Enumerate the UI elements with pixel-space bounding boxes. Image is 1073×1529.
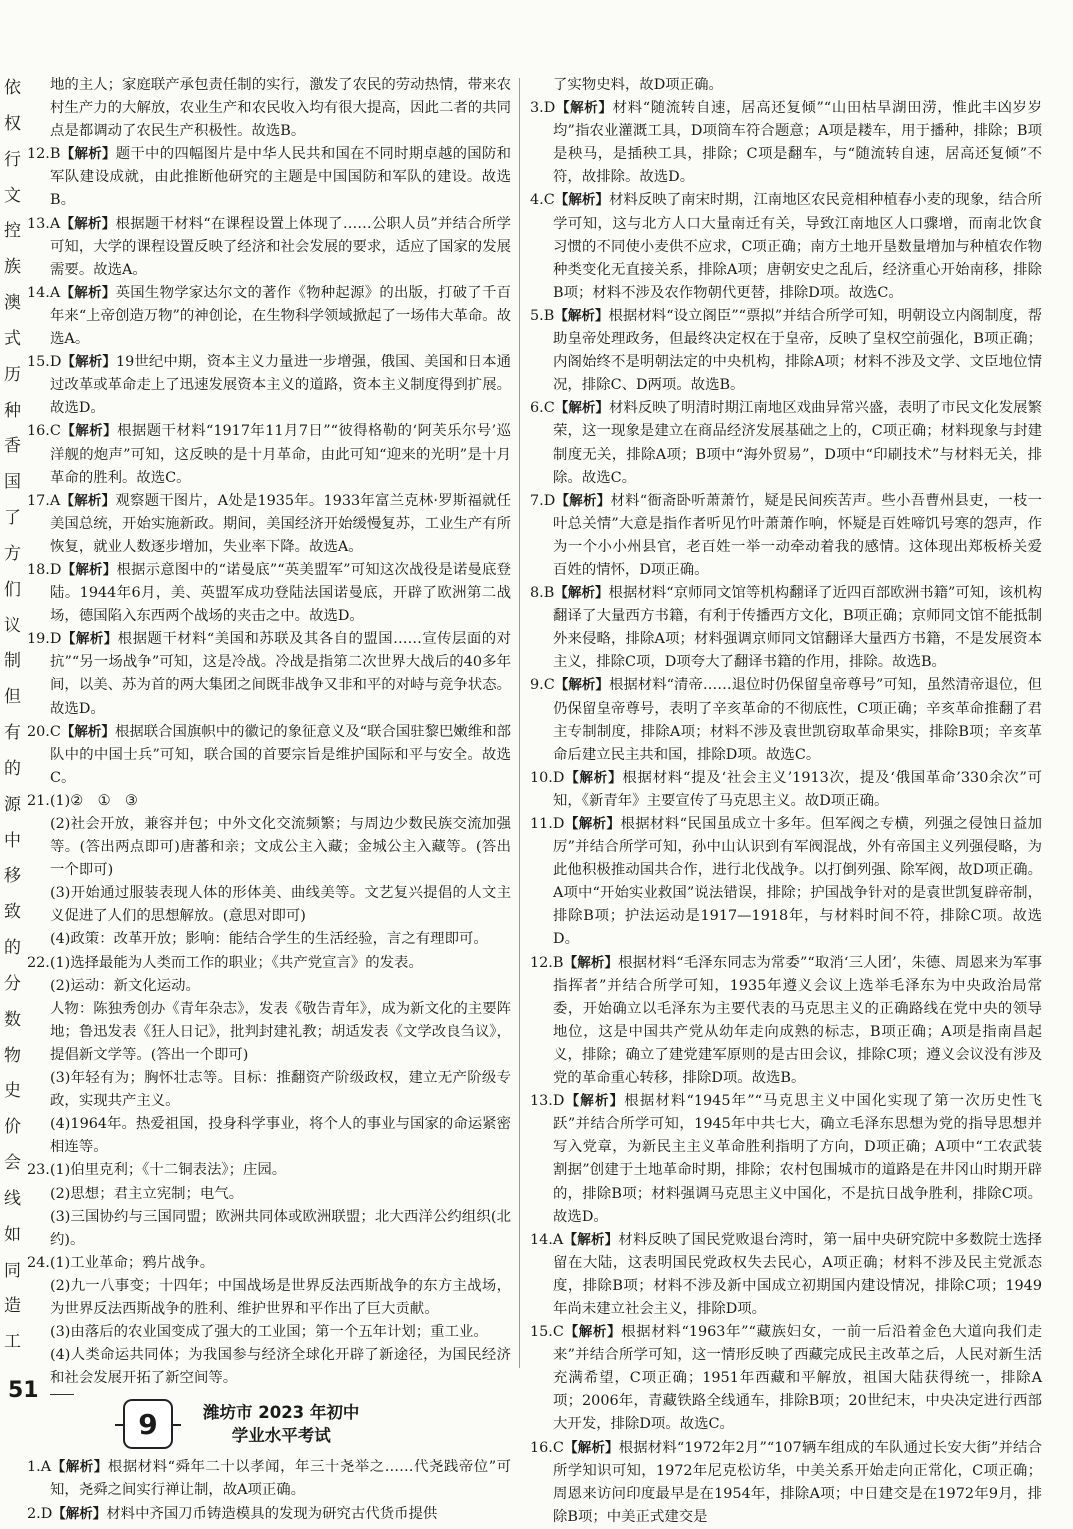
answer-number: 12.B <box>530 954 564 971</box>
answer-text: 根据材料“民国虽成立十多年。但军阀之专横，列强之侵蚀日益加厉”并结合所学可知，孙中山认识到有军阀混战，外有帝国主义列强侵略，为此他积极推动国共合作，进行北伐战争。以打倒列强、除军阀，故D项正确。A项中“开始实业救国”说法错误，排除；护国战争针对的是袁世凯复辟帝制，排除B项；护法运动是1917—1918年，与材料时间不符，排除C项。故选D。 <box>553 816 1043 948</box>
margin-fragment: 澳 <box>4 293 21 313</box>
answer-subpart: (2)社会开放，兼容并包；中外文化交流频繁；与周边少数民族交流加强等。(答出两点即可)唐蕃和亲；文成公主入藏；金城公主入藏等。(答出一个即可) <box>50 816 511 879</box>
answer-21: 21.(1)② ① ③ <box>27 792 138 809</box>
margin-fragment: 议 <box>4 616 21 636</box>
margin-fragment: 了 <box>4 508 21 528</box>
margin-fragment: 文 <box>4 186 21 206</box>
analysis-tag: 【解析】 <box>554 307 609 324</box>
answer-text: 根据题干材料“1917年11月7日”“彼得格勒的‘阿芙乐尔号’巡洋舰的炮声”可知，这反映的是十月革命，由此可知“迎来的光明”是十月革命的胜利。故选C。 <box>50 423 512 486</box>
right-column <box>530 74 1042 1529</box>
margin-fragment: 工 <box>4 1332 21 1352</box>
analysis-tag: 【解析】 <box>554 192 609 209</box>
answer-item <box>530 74 1042 97</box>
margin-fragment: 族 <box>4 257 21 277</box>
margin-fragment: 线 <box>4 1189 21 1209</box>
margin-fragment: 价 <box>4 1117 21 1137</box>
section-header <box>123 1398 511 1450</box>
analysis-tag: 【解析】 <box>563 1439 619 1456</box>
margin-fragment: 的 <box>4 938 21 958</box>
margin-fragment: 国 <box>4 472 21 492</box>
margin-fragment: 方 <box>4 544 21 564</box>
answer-item <box>27 490 511 559</box>
margin-fragment: 式 <box>4 329 21 349</box>
answer-text: 地的主人；家庭联产承包责任制的实行，激发了农民的劳动热情，带来农村生产力的大解放，农业生产和农民收入均有很大提高，因此二者的共同点是都调动了农民生产积极性。故选B。 <box>50 77 511 140</box>
analysis-tag: 【解析】 <box>60 215 116 232</box>
answer-22: 22.(1)选择最能为人类而工作的职业；《共产党宣言》的发表。 <box>27 954 423 971</box>
margin-fragment: 香 <box>4 436 21 456</box>
margin-fragment: 控 <box>4 221 21 241</box>
margin-fragment: 物 <box>4 1046 21 1066</box>
answer-number: 15.D <box>27 354 62 371</box>
answer-item <box>27 282 511 351</box>
answer-item <box>27 351 511 420</box>
answer-subpart: (2)运动：新文化运动。 <box>50 977 200 994</box>
analysis-tag: 【解析】 <box>61 631 118 648</box>
analysis-tag: 【解析】 <box>564 816 621 832</box>
section-title: 潍坊市 2023 年初中 学业水平考试 <box>203 1403 360 1446</box>
answer-subpart: 人物：陈独秀创办《青年杂志》，发表《敬告青年》，成为新文化的主要阵地；鲁迅发表《狂人日记》，批判封建礼教；胡适发表《文学改良刍议》，提倡新文学等。(答出一个即可) <box>50 1000 511 1063</box>
answer-text: 根据材料“1945年”“马克思主义中国化实现了第一次历史性飞跃”并结合所学可知，1945年中共七大，确立毛泽东思想为党的指导思想并写入党章，为新民主主义革命胜利指明了方向，D项正确；A项中“工农武装割据”创建于土地革命时期，排除；农村包围城市的道路是在井冈山时期开辟的，排除B项；材料强调马克思主义中国化，不是抗日战争胜利，排除C项。故选D。 <box>553 1093 1042 1225</box>
margin-fragment: 造 <box>4 1296 21 1316</box>
answer-number: 13.A <box>27 215 61 232</box>
answer-item <box>530 767 1042 813</box>
answer-item <box>530 1090 1042 1229</box>
margin-fragment: 同 <box>4 1261 21 1281</box>
margin-fragment: 依 <box>4 78 21 98</box>
analysis-tag: 【解析】 <box>564 1093 625 1110</box>
answer-subpart: (4)1964年。热爱祖国，投身科学事业，将个人的事业与国家的命运紧密相连等。 <box>50 1116 511 1156</box>
answer-23: 23.(1)伯里克利；《十二铜表法》；庄园。 <box>27 1162 287 1179</box>
analysis-tag: 【解析】 <box>51 1459 108 1476</box>
answer-item <box>530 813 1042 952</box>
analysis-tag: 【解析】 <box>555 100 613 117</box>
answer-item <box>530 582 1042 674</box>
answer-text: 根据材料“清帝……退位时仍保留皇帝尊号”可知，虽然清帝退位，但仍保留皇帝尊号，表明了辛亥革命的不彻底性，C项正确；辛亥革命推翻了君主专制制度，排除A项；材料不涉及袁世凯窃取革命果实，排除B项；辛亥革命后建立民主共和国，排除D项。故选C。 <box>553 677 1043 763</box>
answer-item <box>530 97 1042 189</box>
answer-number: 4.C <box>530 192 555 209</box>
answer-text: 英国生物学家达尔文的著作《物种起源》的出版，打破了千百年来“上帝创造万物”的神创论，在生物科学领域掀起了一场伟大革命。故选A。 <box>50 284 511 348</box>
margin-fragment: 如 <box>4 1225 21 1245</box>
answer-subpart: (4)政策：改革开放；影响：能结合学生的生活经验，言之有理即可。 <box>50 931 488 948</box>
answer-number: 14.A <box>530 1231 564 1248</box>
answer-item <box>530 305 1042 397</box>
answer-item <box>27 1456 511 1502</box>
answer-text: 根据示意图中的“诺曼底”“英美盟军”可知这次战役是诺曼底登陆。1944年6月，美、英盟军成功登陆法国诺曼底，开辟了欧洲第二战场，德国陷入东西两个战场的夹击之中。故选D。 <box>50 561 511 625</box>
answer-item <box>27 420 511 489</box>
answer-number: 16.C <box>530 1439 564 1456</box>
answer-number: 9.C <box>530 677 555 694</box>
analysis-tag: 【解析】 <box>554 400 609 417</box>
answer-text: 根据材料“1963年”“藏族妇女，一前一后沿着金色大道向我们走来”并结合所学可知，这一情形反映了西藏完成民主改革之后，人民对新生活充满希望，C项正确；1951年西藏和平解放，祖国大陆获得统一，排除A项；2006年，青藏铁路全线通车，排除B项；20世纪末，中央决定进行西部大开发，排除D项。故选C。 <box>553 1324 1043 1433</box>
answer-item <box>530 397 1042 489</box>
answer-subpart: (2)九一八事变；十四年；中国战场是世界反法西斯战争的东方主战场，为世界反法西斯战争的胜利、维护世界和平作出了巨大贡献。 <box>50 1277 511 1317</box>
answer-text: 根据题干材料“在课程设置上体现了……公职人员”并结合所学可知，大学的课程设置反映了经济和社会发展的要求，适应了国家的发展需要。故选A。 <box>50 215 511 278</box>
answer-item <box>27 143 511 212</box>
answer-number: 19.D <box>27 631 62 648</box>
answer-24: 24.(1)工业革命；鸦片战争。 <box>27 1254 215 1271</box>
answer-item <box>530 1321 1042 1436</box>
answer-subpart: (3)三国协约与三国同盟；欧洲共同体或欧洲联盟；北大西洋公约组织(北约)。 <box>50 1208 511 1248</box>
margin-fragment: 中 <box>4 831 21 851</box>
margin-fragment: 历 <box>4 365 21 385</box>
answer-subpart: (3)开始通过服装表现人体的形体美、曲线美等。文艺复兴提倡的人文主义促进了人们的思想解放。(意思对即可) <box>50 885 511 925</box>
answer-number: 20.C <box>27 723 61 740</box>
answer-number: 1.A <box>27 1459 52 1476</box>
answer-item <box>530 490 1042 582</box>
answer-text: 材料反映了南宋时期，江南地区农民竞相种植春小麦的现象，结合所学可知，这与北方人口大量南迁有关，导致江南地区人口骤增，而南北饮食习惯的不同使小麦供不应求，C项正确；南方土地开垦数量增加与种植农作物种类变化无直接关系，排除A项；唐朝安史之乱后，经济重心开始南移，排除B项；材料不涉及农作物朝代更替，排除D项。故选C。 <box>553 192 1042 301</box>
answer-text: 观察题干图片，A处是1935年。1933年富兰克林·罗斯福就任美国总统，开始实施新政。期间，美国经济开始缓慢复苏，工业生产有所恢复，就业人数逐步增加，失业率下降。故选A。 <box>50 492 512 555</box>
analysis-tag: 【解析】 <box>563 954 619 971</box>
answer-item <box>27 628 511 720</box>
section-number-badge: 9 <box>123 1399 173 1449</box>
answer-item <box>27 1503 511 1526</box>
analysis-tag: 【解析】 <box>60 284 116 301</box>
analysis-tag: 【解析】 <box>554 677 609 694</box>
answer-number: 3.D <box>530 100 556 117</box>
analysis-tag: 【解析】 <box>564 769 623 786</box>
answer-text: 题干中的四幅图片是中华人民共和国在不同时期卓越的国防和军队建设成就，由此推断他研究的主题是中国国防和军队的建设。故选B。 <box>50 146 511 209</box>
answer-subpart: (2)思想；君主立宪制；电气。 <box>50 1185 244 1202</box>
answer-text: 根据材料“舜年二十以孝闻，年三十尧举之……代尧践帝位”可知，尧舜之间实行禅让制，故A项正确。 <box>50 1459 512 1499</box>
answer-number: 7.D <box>530 492 556 509</box>
analysis-tag: 【解析】 <box>563 1231 619 1248</box>
answer-item <box>530 1229 1042 1321</box>
answer-number: 6.C <box>530 400 555 417</box>
answer-subpart: (3)年轻有为；胸怀壮志等。目标：推翻资产阶级政权，建立无产阶级专政，实现共产主义。 <box>50 1070 511 1110</box>
answer-number: 2.D <box>27 1505 53 1522</box>
margin-fragment: 的 <box>4 759 21 779</box>
answer-text: 材料“衙斋卧听萧萧竹，疑是民间疾苦声。些小吾曹州县吏，一枝一叶总关情”大意是指作者听见竹叶萧萧作响，怀疑是百姓啼饥号寒的怨声，作为一个小小州县官，老百姓一举一动牵动着我的感情。这体现出郑板桥关爱百姓的情怀，D项正确。 <box>553 492 1043 578</box>
analysis-tag: 【解析】 <box>563 1324 622 1341</box>
margin-fragment: 们 <box>4 580 21 600</box>
analysis-tag: 【解析】 <box>60 723 115 740</box>
answer-text: 根据题干材料“美国和苏联及其各自的盟国……宣传层面的对抗”“另一场战争”可知，这是冷战。冷战是指第二次世界大战后的40多年间，以美、苏为首的两大集团之间既非战争又非和平的对峙与竞争状态。故选D。 <box>50 631 512 717</box>
answer-text: 根据材料“设立阁臣”“票拟”并结合所学可知，明朝设立内阁制度，帮助皇帝处理政务，但最终决定权在于皇帝，反映了皇权空前强化，B项正确；内阁始终不是明朝法定的中央机构，排除A项；材料不涉及文学、文臣地位情况，排除C、D两项。故选B。 <box>553 307 1042 394</box>
answer-item <box>530 1437 1042 1529</box>
answer-text: 材料“随流转自速，居高还复倾”“山田枯旱湖田涝，惟此丰凶岁岁均”指农业灌溉工具，D项筒车符合题意；A项是耧车，用于播种，排除；B项是秧马，是插秧工具，排除；C项是翻车，与“随流转自速，居高还复倾”不符，故排除。故选D。 <box>553 100 1043 186</box>
left-margin-fragments <box>0 80 24 1370</box>
answer-text: 了实物史料，故D项正确。 <box>553 77 723 93</box>
answer-item <box>530 952 1042 1091</box>
analysis-tag: 【解析】 <box>554 585 609 602</box>
margin-fragment: 数 <box>4 1010 21 1030</box>
answer-number: 18.D <box>27 561 62 578</box>
margin-fragment: 种 <box>4 401 21 421</box>
margin-fragment: 有 <box>4 723 21 743</box>
answer-item <box>27 559 511 628</box>
margin-fragment: 源 <box>4 795 21 815</box>
answer-number: 11.D <box>530 816 565 832</box>
answer-number: 8.B <box>530 585 555 602</box>
answer-number: 15.C <box>530 1324 564 1341</box>
answer-text: 根据材料“毛泽东同志为常委”“取消‘三人团’，朱德、周恩来为军事指挥者”并结合所学可知，1935年遵义会议上选举毛泽东为中央政治局常委，开始确立以毛泽东为主要代表的马克思主义的正确路线在党中央的领导地位，这是中国共产党从幼年走向成熟的标志，B项正确；A项是指南昌起义，排除；确立了建党建军原则的是古田会议，排除C项；遵义会议没有涉及党的革命重心转移，排除D项。故选B。 <box>553 954 1042 1087</box>
answer-number: 14.A <box>27 284 61 301</box>
analysis-tag: 【解析】 <box>61 561 117 578</box>
analysis-tag: 【解析】 <box>60 146 116 163</box>
answer-text: 材料反映了明清时期江南地区戏曲异常兴盛，表明了市民文化发展繁荣，这一现象是建立在商品经济发展基础之上的，C项正确；材料现象与封建制度无关，排除A项；B项中“海外贸易”，D项中“印刷技术”与材料无关，排除。故选C。 <box>553 400 1042 486</box>
answer-text: 根据材料“提及‘社会主义’1913次，提及‘俄国革命’330余次”可知，《新青年》主要宣传了马克思主义。故D项正确。 <box>553 769 1043 809</box>
answer-subpart: (4)人类命运共同体；为我国参与经济全球化开辟了新途径，为国民经济和社会发展开拓了新空间等。 <box>50 1347 511 1387</box>
answer-number: 16.C <box>27 423 61 440</box>
column-divider <box>519 78 520 1368</box>
answer-text: 材料反映了国民党败退台湾时，第一届中央研究院中多数院士选择留在大陆，这表明国民党政权失去民心，A项正确；材料不涉及民主党派态度，排除B项；材料不涉及新中国成立初期国内建设情况，排除C项；1949年尚未建立社会主义，排除D项。 <box>553 1231 1042 1317</box>
answer-text: 材料中齐国刀币铸造模具的发现为研究古代货币提供 <box>106 1505 438 1522</box>
analysis-tag: 【解析】 <box>52 1505 107 1522</box>
answer-item <box>27 213 511 282</box>
answer-number: 5.B <box>530 307 555 324</box>
answer-item <box>530 189 1042 304</box>
analysis-tag: 【解析】 <box>555 492 611 509</box>
answer-number: 13.D <box>530 1093 565 1110</box>
answer-text: 19世纪中期，资本主义力量进一步增强，俄国、美国和日本通过改革或革命走上了迅速发展资本主义的道路，资本主义制度得到扩展。故选D。 <box>50 354 511 417</box>
margin-fragment: 权 <box>4 114 21 134</box>
margin-fragment: 移 <box>4 866 21 886</box>
answer-number: 17.A <box>27 492 61 509</box>
answer-number: 10.D <box>530 769 565 786</box>
answer-item <box>27 721 511 790</box>
answer-text: 根据材料“京师同文馆等机构翻译了近四百部欧洲书籍”可知，该机构翻译了大量西方书籍，有利于传播西方文化，B项正确；京师同文馆不能抵制外来侵略，排除A项；材料强调京师同文馆翻译大量西方书籍，不是发展资本主义，排除C项，D项夸大了翻译书籍的作用，排除。故选B。 <box>553 585 1042 671</box>
margin-fragment: 史 <box>4 1081 21 1101</box>
margin-fragment: 行 <box>4 150 21 170</box>
answer-text: 根据材料“1972年2月”“107辆车组成的车队通过长安大街”并结合所学知识可知，1972年尼克松访华，中美关系开始走向正常化，C项正确；周恩来访问印度最早是在1954年，排除A项；中日建交是在1972年9月，排除B项；中美正式建交是 <box>553 1439 1042 1525</box>
analysis-tag: 【解析】 <box>61 354 116 371</box>
answer-item <box>27 74 511 143</box>
answer-text: 根据联合国旗帜中的徽记的象征意义及“联合国驻黎巴嫩维和部队中的中国士兵”可知，联合国的首要宗旨是维护国际和平与安全。故选C。 <box>50 723 512 786</box>
analysis-tag: 【解析】 <box>60 423 118 440</box>
margin-fragment: 会 <box>4 1153 21 1173</box>
margin-fragment: 分 <box>4 974 21 994</box>
answer-subpart: (3)由落后的农业国变成了强大的工业国；第一个五年计划；重工业。 <box>50 1324 488 1341</box>
analysis-tag: 【解析】 <box>60 492 116 509</box>
page-number: 51 <box>8 1378 39 1403</box>
margin-fragment: 但 <box>4 687 21 707</box>
margin-fragment: 致 <box>4 902 21 922</box>
left-column <box>27 74 511 1526</box>
answer-item <box>530 674 1042 766</box>
answer-number: 12.B <box>27 146 61 163</box>
page-number-rule <box>50 1394 74 1395</box>
margin-fragment: 制 <box>4 651 21 671</box>
